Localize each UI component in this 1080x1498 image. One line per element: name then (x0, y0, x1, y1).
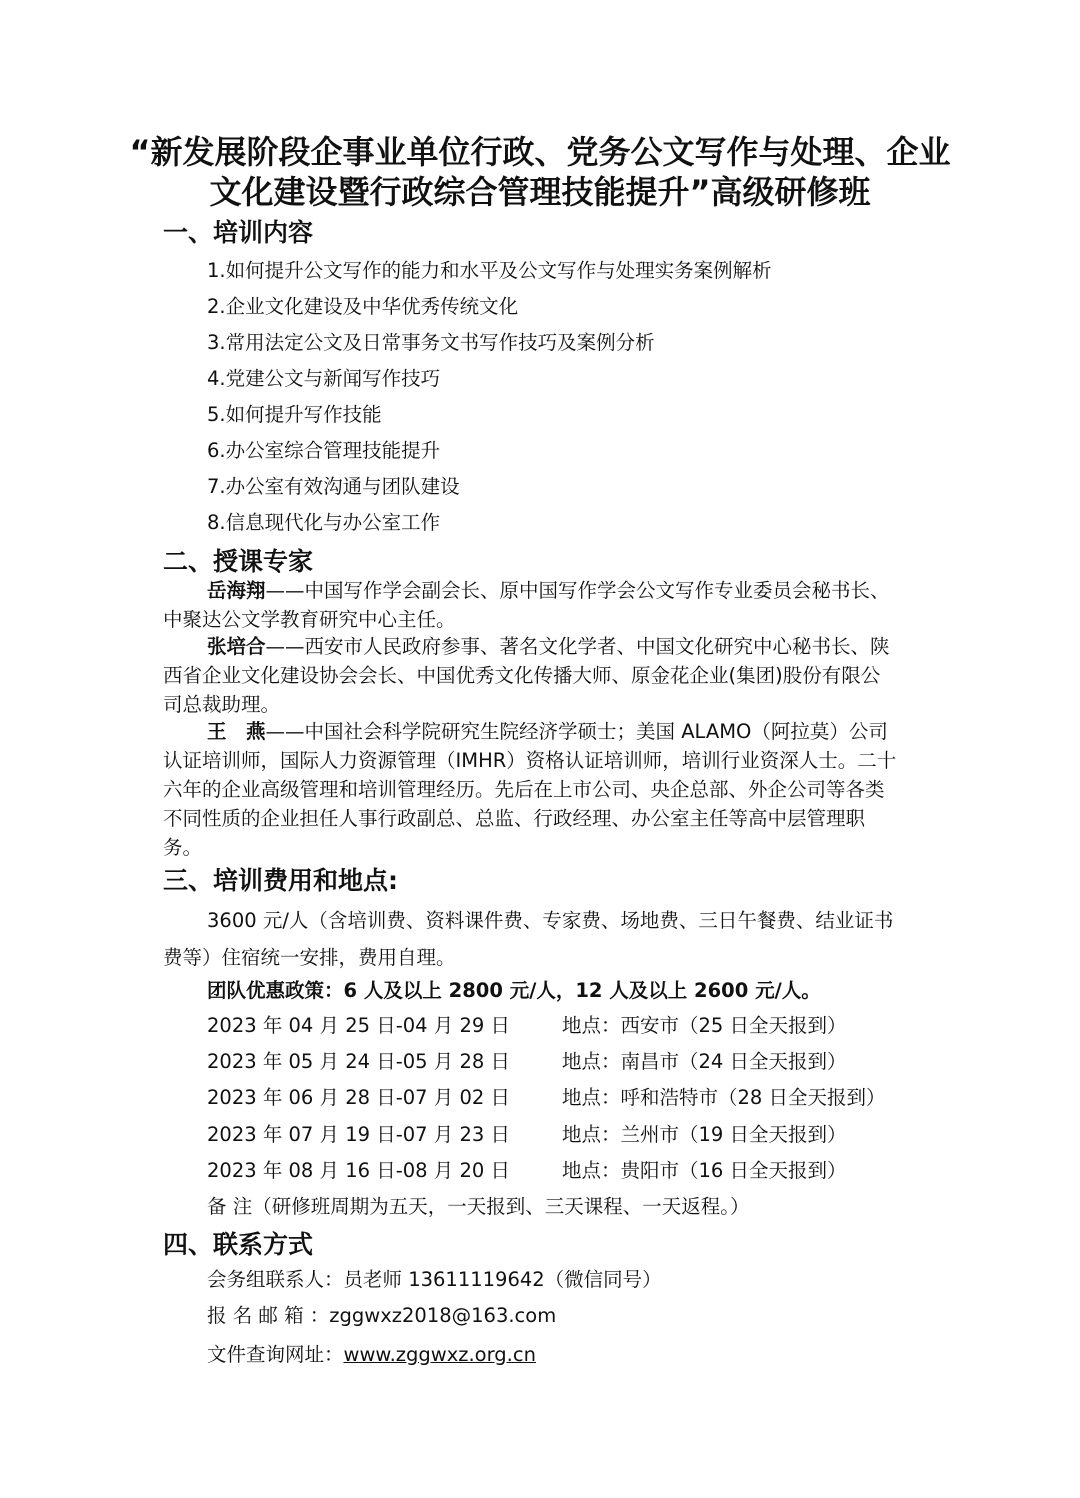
section-heading-training-content: 一、培训内容 (163, 218, 314, 247)
list-item: 2.企业文化建设及中华优秀传统文化 (207, 295, 519, 318)
session-location: 地点：西安市（25 日全天报到） (562, 1014, 847, 1037)
expert-description: ——中国社会科学院研究生院经济学硕士；美国 ALAMO（阿拉莫）公司认证培训师，国际人力资源管理（IMHR）资格认证培训师，培训行业资深人士。二十六年的企业高级管理和培训管理经历。先后在上市公司、央企总部、外企公司等各类不同性质的企业担任人事行政副总、总监、行政经理、办公室主任等高中层管理职务。 (163, 720, 897, 859)
section-heading-contact: 四、联系方式 (163, 1230, 314, 1259)
discount-policy: 团队优惠政策：6 人及以上 2800 元/人，12 人及以上 2600 元/人。 (207, 979, 821, 1002)
session-location: 地点：兰州市（19 日全天报到） (562, 1123, 847, 1146)
expert-paragraph (163, 717, 898, 862)
session-date: 2023 年 07 月 19 日-07 月 23 日 (207, 1123, 511, 1146)
document-title-line-2: 文化建设暨行政综合管理技能提升”高级研修班 (209, 173, 871, 211)
expert-name: 张培合 (207, 635, 266, 658)
list-item: 7.办公室有效沟通与团队建设 (207, 475, 460, 498)
email-label: 报 名 邮 箱 ： (207, 1304, 330, 1327)
list-item: 8.信息现代化与办公室工作 (207, 511, 441, 534)
website-row (207, 1340, 536, 1370)
expert-description: ——西安市人民政府参事、著名文化学者、中国文化研究中心秘书长、陕西省企业文化建设协会会长、中国优秀文化传播大师、原金花企业(集团)股份有限公司总裁助理。 (163, 635, 890, 716)
expert-name: 王 燕 (207, 720, 266, 743)
email-address[interactable]: zggwxz2018@163.com (329, 1304, 557, 1327)
session-date: 2023 年 08 月 16 日-08 月 20 日 (207, 1159, 511, 1182)
expert-description: ——中国写作学会副会长、原中国写作学会公文写作专业委员会秘书长、中聚达公文学教育研究中心主任。 (163, 579, 890, 631)
website-link[interactable]: www.zggwxz.org.cn (343, 1343, 536, 1366)
expert-name: 岳海翔 (207, 579, 266, 602)
session-location: 地点：呼和浩特市（28 日全天报到） (562, 1086, 886, 1109)
contact-person: 会务组联系人：员老师 13611119642（微信同号） (207, 1268, 662, 1291)
document-title-line-1: “新发展阶段企事业单位行政、党务公文写作与处理、企业 (129, 133, 951, 171)
list-item: 5.如何提升写作技能 (207, 403, 382, 426)
list-item: 6.办公室综合管理技能提升 (207, 439, 441, 462)
fee-paragraph: 3600 元/人（含培训费、资料课件费、专家费、场地费、三日午餐费、结业证书费等）住宿统一安排，费用自理。 (163, 909, 894, 969)
session-note: 备 注（研修班周期为五天，一天报到、三天课程、一天返程。） (207, 1195, 750, 1218)
section-heading-experts: 二、授课专家 (163, 547, 314, 576)
list-item: 4.党建公文与新闻写作技巧 (207, 367, 441, 390)
session-date: 2023 年 06 月 28 日-07 月 02 日 (207, 1086, 511, 1109)
list-item: 3.常用法定公文及日常事务文书写作技巧及案例分析 (207, 331, 655, 354)
session-date: 2023 年 04 月 25 日-04 月 29 日 (207, 1014, 511, 1037)
expert-paragraph (163, 632, 898, 719)
expert-paragraph (163, 576, 898, 634)
website-label: 文件查询网址： (207, 1343, 344, 1366)
list-item: 1.如何提升公文写作的能力和水平及公文写作与处理实务案例解析 (207, 259, 772, 282)
email-row (207, 1301, 556, 1331)
session-date: 2023 年 05 月 24 日-05 月 28 日 (207, 1050, 511, 1073)
section-heading-fees-locations: 三、培训费用和地点: (163, 866, 398, 895)
session-location: 地点：南昌市（24 日全天报到） (562, 1050, 847, 1073)
session-location: 地点：贵阳市（16 日全天报到） (562, 1159, 847, 1182)
